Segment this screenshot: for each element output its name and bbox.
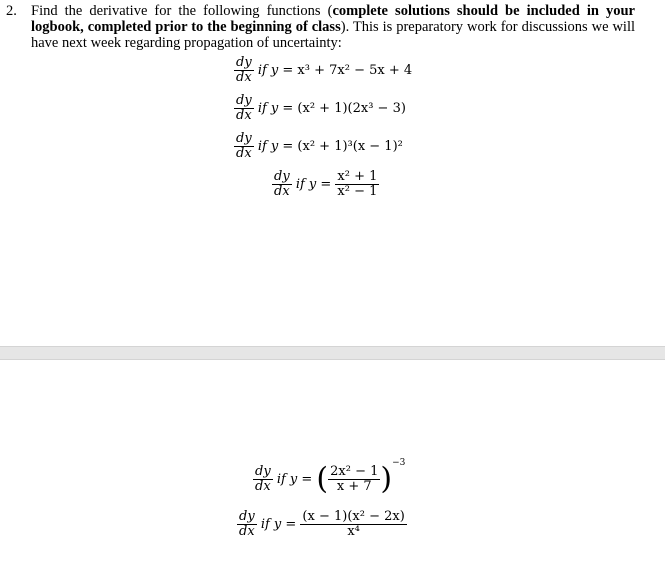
equation-5: [253, 458, 405, 495]
question-number: 2.: [6, 3, 17, 19]
question-tail: ). This is preparatory work for discussions we will have next week regarding propagation of uncertainty:: [31, 19, 636, 51]
question-lead: Find the derivative for the following functions (: [31, 3, 333, 19]
left-paren: (: [316, 461, 329, 497]
condition: if y =: [260, 517, 301, 532]
rhs-fraction: $\frac{\text{2x² − 1}}{x + 7}$: [330, 464, 379, 494]
dydx-fraction: $\frac{dy}{dx}$: [255, 464, 271, 494]
equation-4: [272, 170, 379, 199]
equation-1: [234, 56, 412, 85]
page-2: [0, 360, 665, 573]
dydx-fraction: $\frac{dy}{dx}$: [239, 509, 255, 539]
rhs-fraction: $\frac{\text{x² + 1}}{\text{x² − 1}}$: [337, 169, 378, 199]
condition: if y =: [257, 139, 298, 154]
expression: x³ + 7x² − 5x + 4: [297, 63, 413, 78]
equation-6: [237, 510, 407, 539]
dydx-fraction: $\frac{dy}{dx}$: [236, 131, 252, 161]
expression: (x² + 1)³(x − 1)²: [297, 139, 403, 154]
page-break: [0, 346, 665, 360]
condition: if y =: [257, 101, 298, 116]
expression: (x² + 1)(2x³ − 3): [297, 101, 406, 116]
question-bold: complete solutions should be included in your logbook, completed prior to the beginning of class: [31, 3, 635, 35]
equation-3: [234, 132, 403, 161]
condition: if y =: [276, 472, 317, 487]
dydx-fraction: $\frac{dy}{dx}$: [274, 169, 290, 199]
condition: if y =: [257, 63, 298, 78]
dydx-fraction: $\frac{dy}{dx}$: [236, 93, 252, 123]
condition: if y =: [295, 177, 336, 192]
exponent: −3: [392, 458, 406, 468]
equation-2: [234, 94, 406, 123]
question-text: [31, 3, 635, 51]
right-paren: ): [380, 461, 393, 497]
rhs-fraction: $\frac{\text{(x − 1)(x² − 2x)}}{\text{x⁴}}$: [302, 509, 405, 539]
dydx-fraction: $\frac{dy}{dx}$: [236, 55, 252, 85]
